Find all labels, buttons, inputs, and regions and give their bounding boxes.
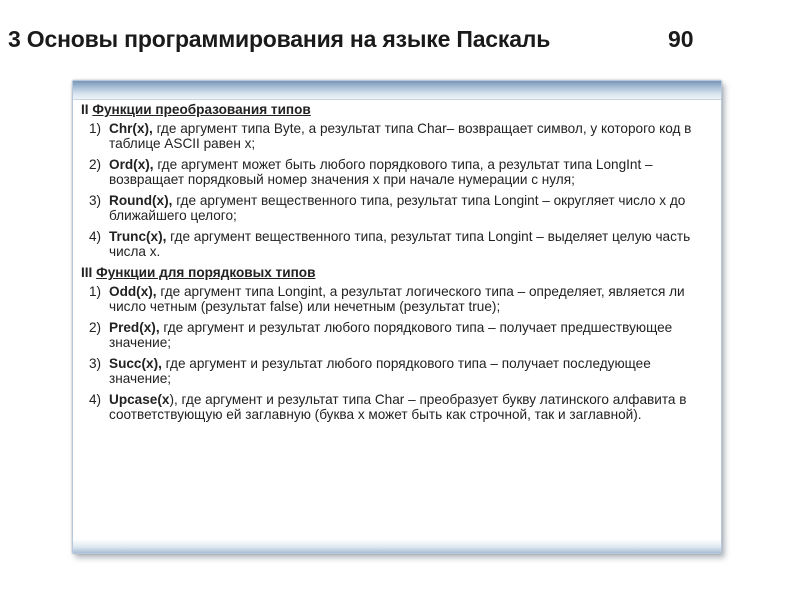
panel-footer-bar [73,539,721,553]
item-number: 4) [89,392,102,407]
item-body [109,284,711,314]
item-body [109,392,711,422]
item-text: ), где аргумент и результат типа Char – преобразует букву латинского алфавита в соответствующую ей заглавную (буква x может быть как строчной, так и заглавной). [109,392,687,422]
item-body [109,229,711,259]
section-roman: III [81,265,93,280]
item-number: 1) [89,284,102,299]
item-number: 3) [89,193,102,208]
item-body [109,121,711,151]
function-name: Odd(x), [109,284,157,299]
item-body [109,193,711,223]
item-text: где аргумент вещественного типа, результат типа Longint – выделяет целую часть числа x. [109,229,691,259]
item-body [109,157,711,187]
function-name: Succ(x), [109,356,162,371]
list-item [81,320,711,350]
item-number: 2) [89,320,102,335]
panel-content [81,99,711,428]
function-name: Round(x), [109,193,173,208]
item-body [109,320,711,350]
function-name: Pred(x), [109,320,160,335]
function-name: Chr(x), [109,121,153,136]
list-item [81,157,711,187]
section-heading-conversion [81,102,711,117]
item-text: где аргумент вещественного типа, результат типа Longint – округляет число x до ближайшего целого; [109,193,686,223]
function-name: Ord(x), [109,157,154,172]
section-title: Функции преобразования типов [92,102,311,117]
list-item [81,356,711,386]
item-text: где аргумент типа Longint, а результат логического типа – определяет, является ли число четным (результат false) или нечетным (результат true); [109,284,685,314]
list-item [81,193,711,223]
item-number: 2) [89,157,102,172]
list-item [81,121,711,151]
item-text: где аргумент может быть любого порядкового типа, а результат типа LongInt – возвращает порядковый номер значения x при начале нумерации с нуля; [109,157,653,187]
item-text: где аргумент типа Byte, а результат типа Char– возвращает символ, у которого код в таблице ASCII равен x; [109,121,692,151]
item-number: 3) [89,356,102,371]
slide-title: 3 Основы программирования на языке Паскаль [8,26,551,52]
list-item [81,392,711,422]
item-number: 4) [89,229,102,244]
function-name: Upcase(x [109,392,170,407]
slide-number: 90 [668,26,694,52]
section-title: Функции для порядковых типов [96,265,316,280]
section-roman: II [81,102,89,117]
panel-header-bar [73,81,721,100]
function-name: Trunc(x), [109,229,167,244]
list-item [81,229,711,259]
item-text: где аргумент и результат любого порядкового типа – получает предшествующее значение; [109,320,673,350]
section-heading-ordinal [81,265,711,280]
content-panel [72,80,722,554]
item-number: 1) [89,121,102,136]
list-item [81,284,711,314]
item-text: где аргумент и результат любого порядкового типа – получает последующее значение; [109,356,651,386]
item-body [109,356,711,386]
